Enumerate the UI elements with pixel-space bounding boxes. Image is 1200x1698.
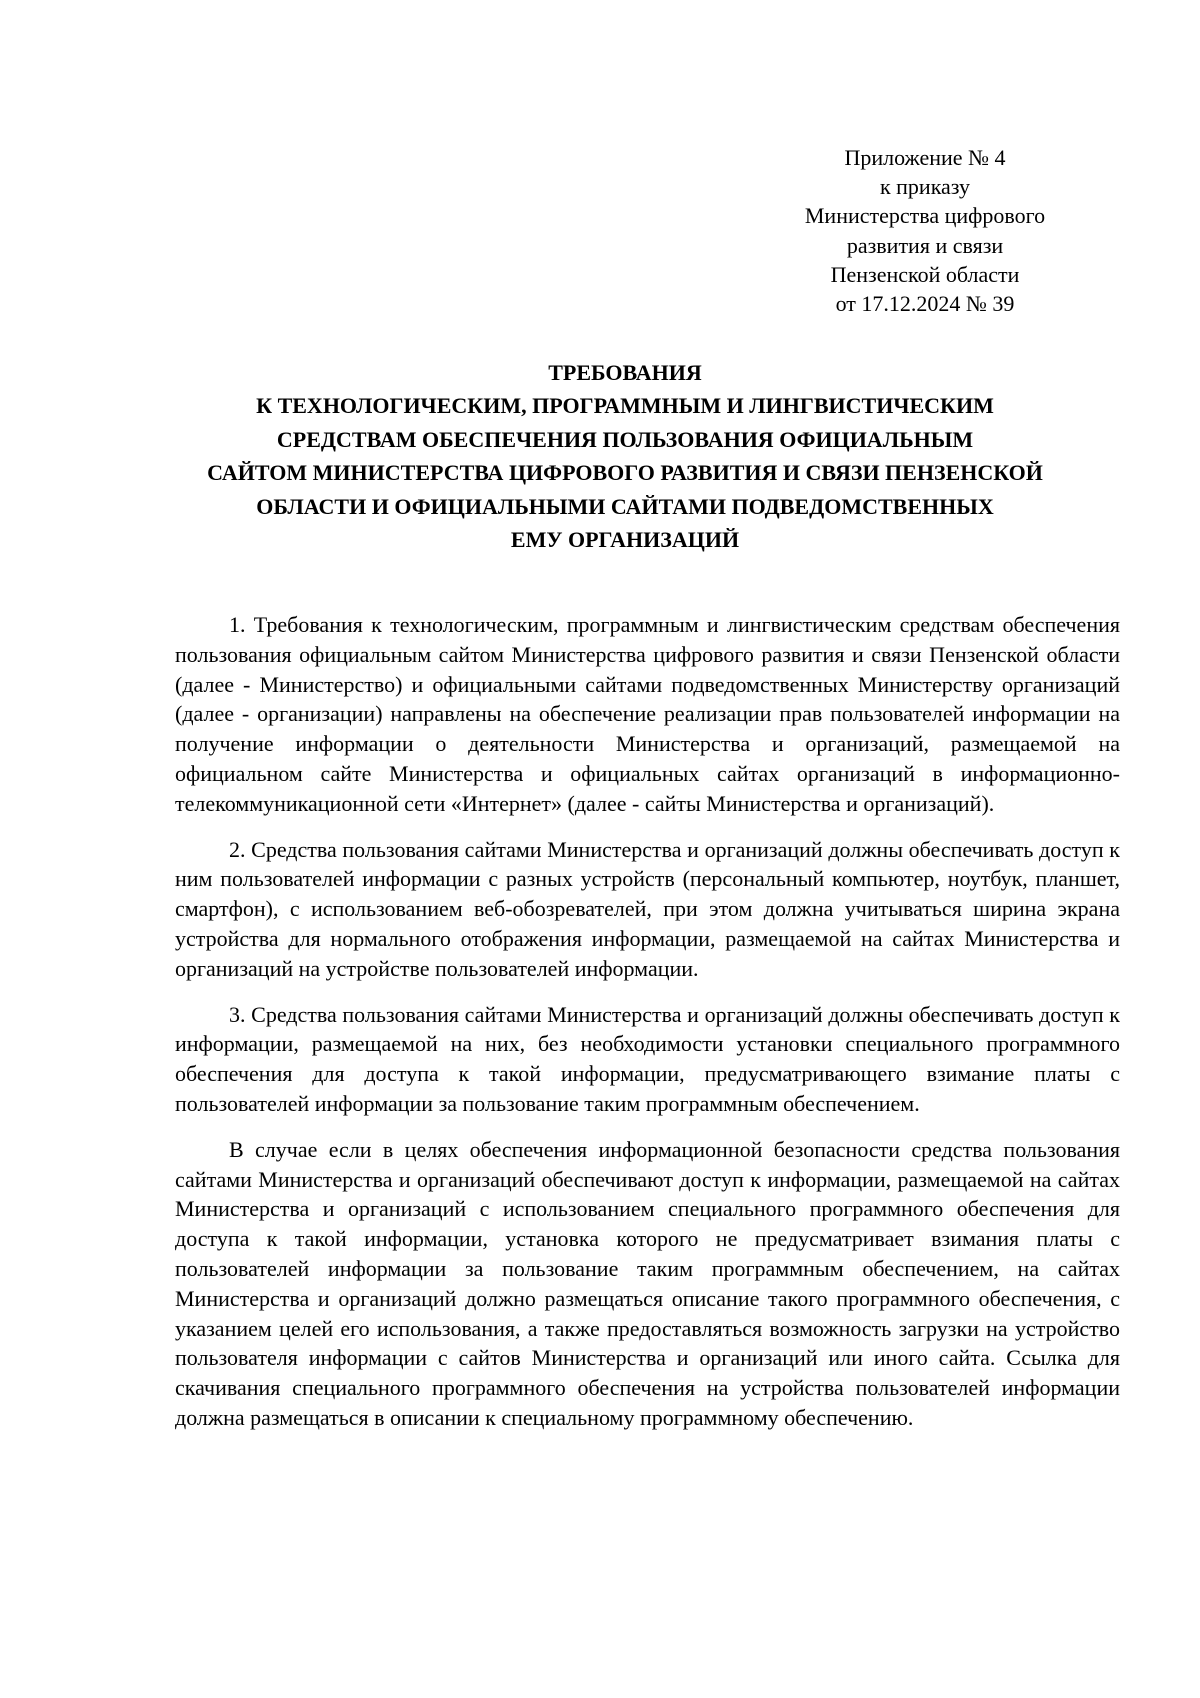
title-line-2: К ТЕХНОЛОГИЧЕСКИМ, ПРОГРАММНЫМ И ЛИНГВИСТИЧЕСКИМ: [256, 393, 994, 419]
appendix-line-number: Приложение № 4: [844, 145, 1006, 170]
document-title: [160, 356, 1090, 556]
title-line-5: ОБЛАСТИ И ОФИЦИАЛЬНЫМИ САЙТАМИ ПОДВЕДОМСТВЕННЫХ: [256, 493, 994, 519]
paragraph-4: В случае если в целях обеспечения информационной безопасности средства пользования сайтами Министерства и организаций обеспечивают доступ к информации, размещаемой на сайтах Министерства и организаций с использованием специального программного обеспечения для доступа к такой информации, установка которого не предусматривает взимания платы с пользователей информации за пользование таким программным обеспечением, на сайтах Министерства и организаций должно размещаться описание такого программного обеспечения, с указанием целей его использования, а также предоставляться возможность загрузки на устройство пользователя информации с сайтов Министерства и организаций или иного сайта. Ссылка для скачивания специального программного обеспечения на устройства пользователей информации должна размещаться в описании к специальному программному обеспечению.: [175, 1136, 1120, 1430]
appendix-line-order: к приказу: [879, 174, 971, 200]
appendix-line-region: Пензенской области: [830, 261, 1020, 287]
title-line-3: СРЕДСТВАМ ОБЕСПЕЧЕНИЯ ПОЛЬЗОВАНИЯ ОФИЦИАЛЬНЫМ: [276, 426, 974, 452]
paragraph-2: 2. Средства пользования сайтами Министерства и организаций должны обеспечивать доступ к ним пользователей информации с разных устройств (персональный компьютер, ноутбук, планшет, смартфон), с использованием веб-обозревателей, при этом должна учитываться ширина экрана устройства для нормального отображения информации, размещаемой на сайтах Министерства и организаций на устройстве пользователей информации.: [175, 836, 1120, 981]
document-body: [175, 610, 1120, 1449]
paragraph-3: 3. Средства пользования сайтами Министерства и организаций должны обеспечивать доступ к информации, размещаемой на них, без необходимости установки специального программного обеспечения для доступа к такой информации, предусматривающего взимание платы с пользователей информации за пользование таким программным обеспечением.: [175, 1001, 1120, 1116]
title-line-1: ТРЕБОВАНИЯ: [548, 360, 702, 385]
appendix-line-development: развития и связи: [846, 232, 1004, 258]
paragraph-1: 1. Требования к технологическим, программным и лингвистическим средствам обеспечения пользования официальным сайтом Министерства цифрового развития и связи Пензенской области (далее - Министерство) и официальными сайтами подведомственных Министерству организаций (далее - организации) направлены на обеспечение реализации прав пользователей информации на получение информации о деятельности Министерства и организаций, размещаемой на официальном сайте Министерства и официальных сайтах организаций в информационно-телекоммуникационной сети «Интернет» (далее - сайты Министерства и организаций).: [175, 612, 1120, 816]
appendix-line-ministry: Министерства цифрового: [804, 203, 1046, 229]
title-line-4: САЙТОМ МИНИСТЕРСТВА ЦИФРОВОГО РАЗВИТИЯ И СВЯЗИ ПЕНЗЕНСКОЙ: [207, 460, 1043, 486]
title-line-6: ЕМУ ОРГАНИЗАЦИЙ: [510, 527, 740, 553]
appendix-line-date: от 17.12.2024 № 39: [835, 291, 1015, 317]
appendix-header: [760, 143, 1090, 318]
